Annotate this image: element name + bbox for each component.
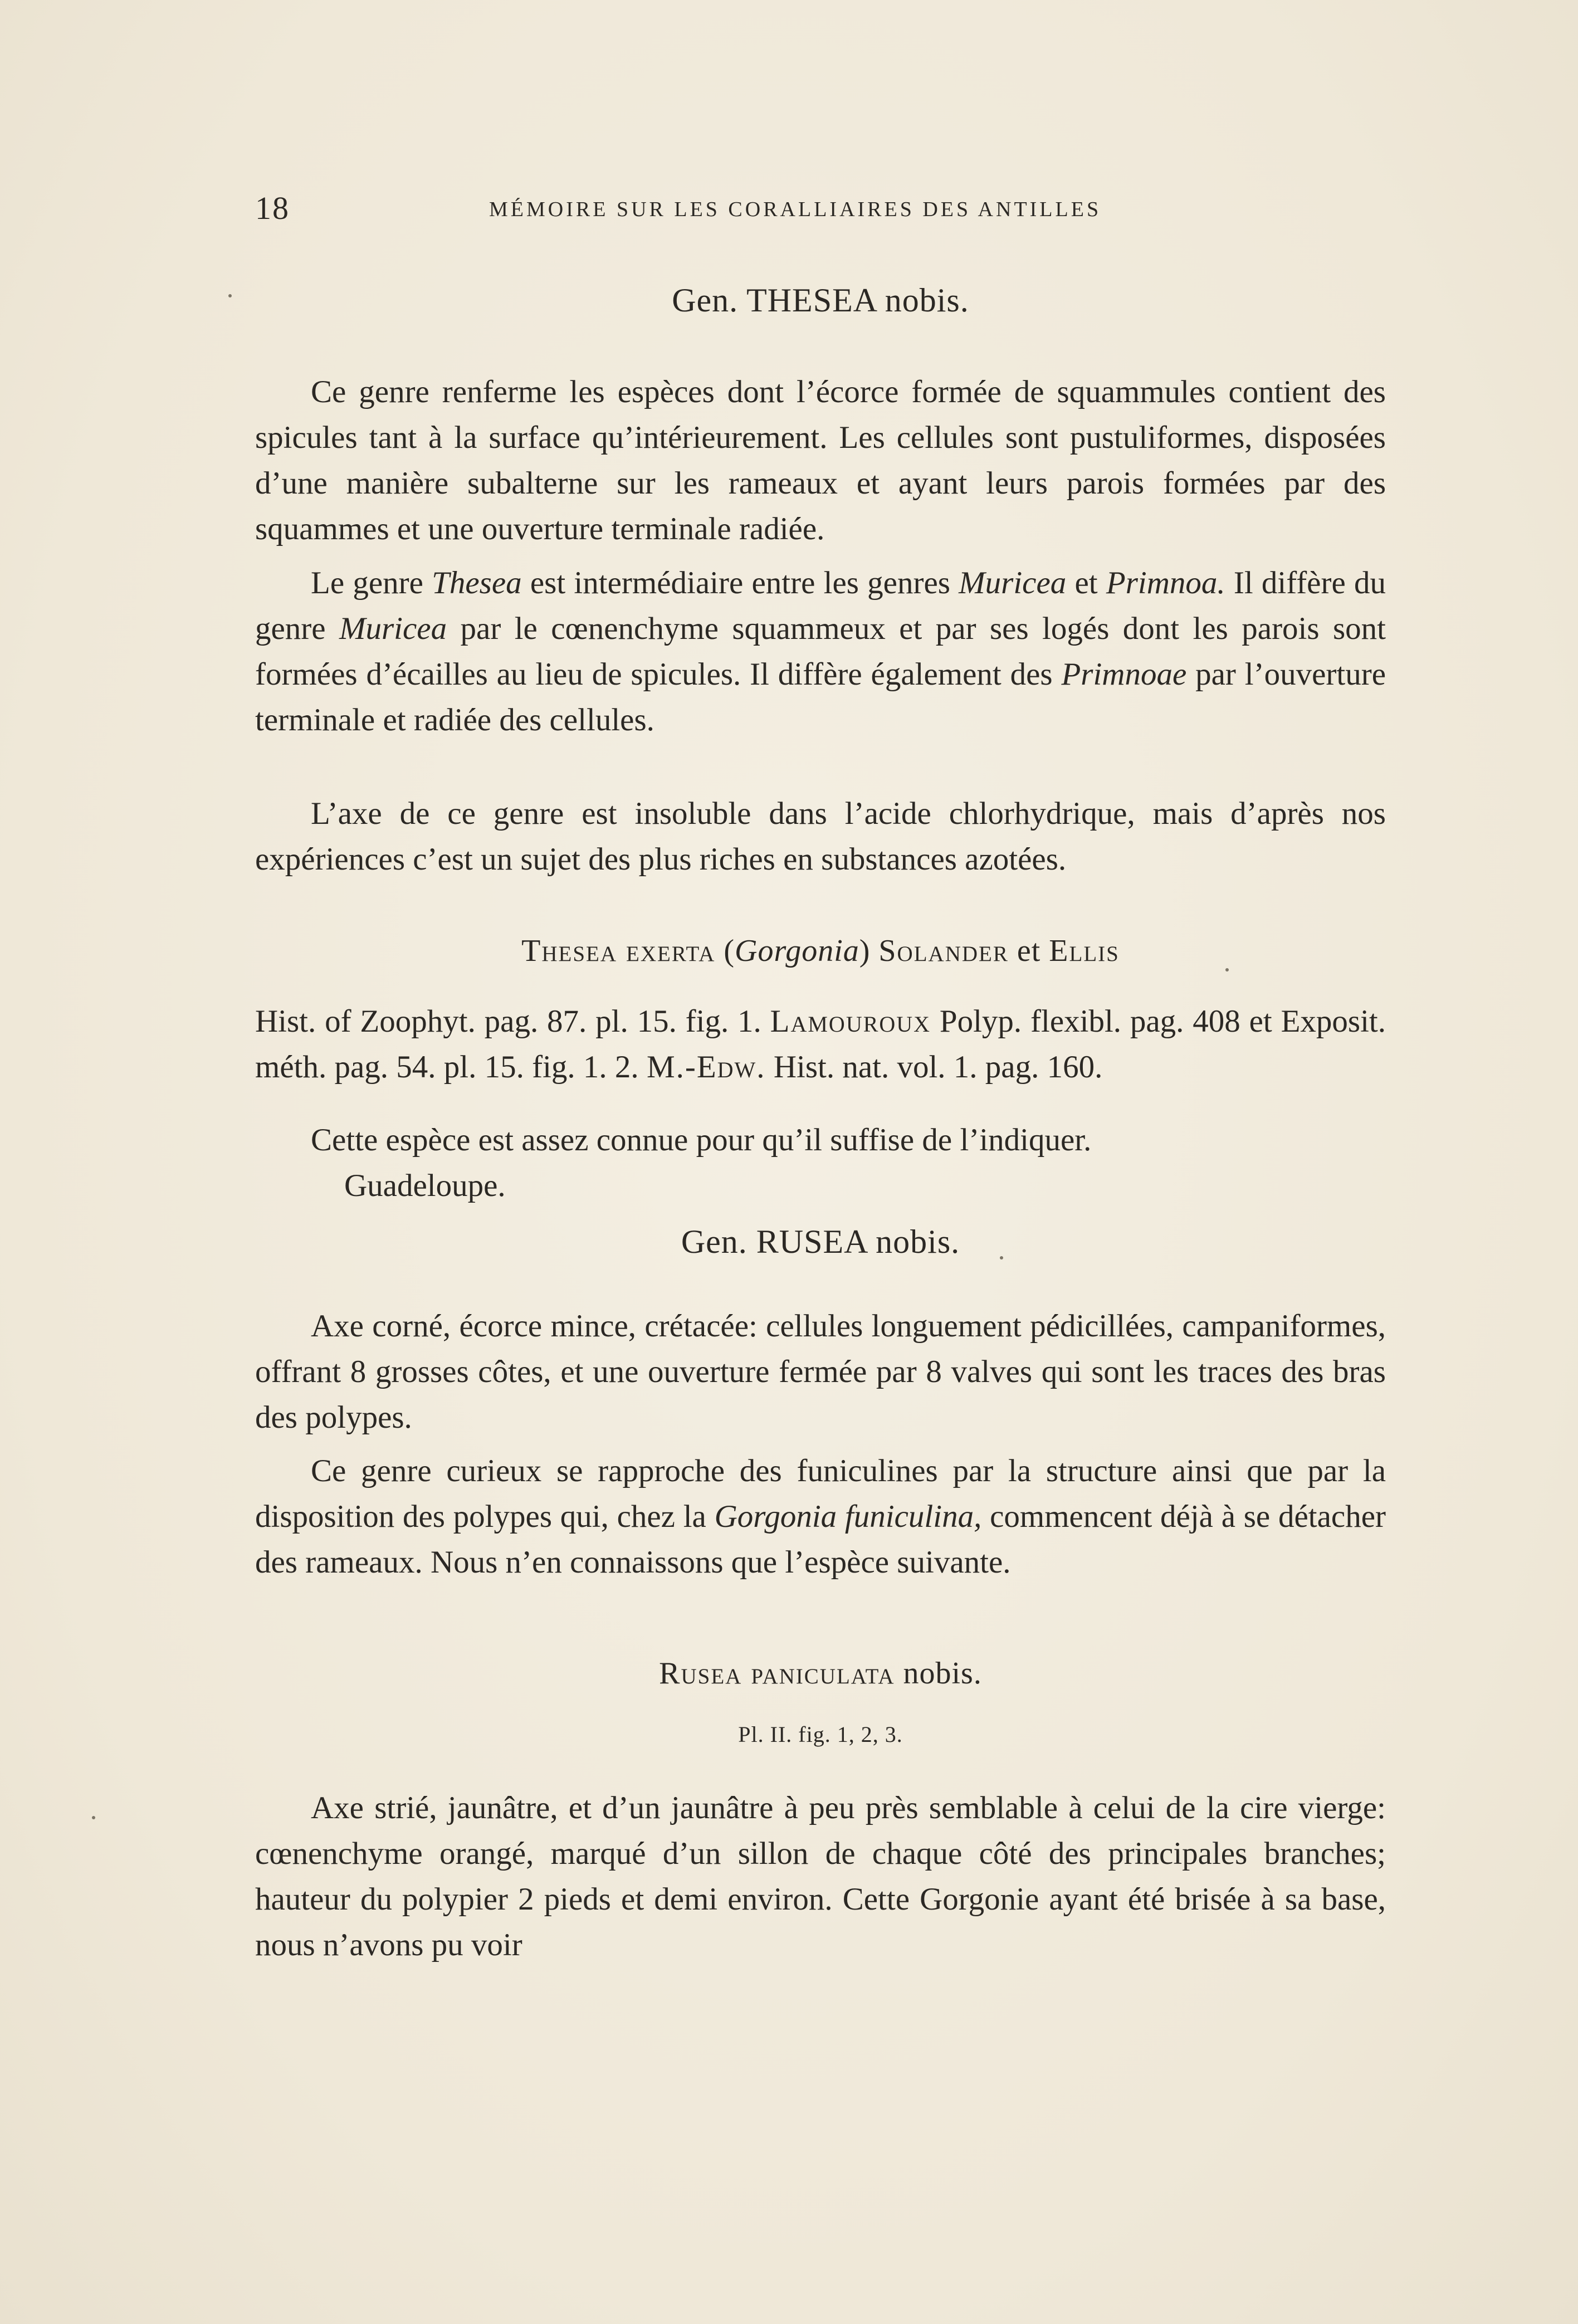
species-name: Thesea exerta: [521, 934, 716, 968]
text-run: Hist. nat. vol. 1. pag. 160.: [765, 1049, 1103, 1085]
genus-heading-thesea: Gen. THESEA nobis.: [672, 282, 969, 319]
text-run: Le genre: [311, 565, 432, 600]
taxon-primnoae: Primnoae: [1061, 657, 1187, 692]
taxon-thesea: Thesea: [432, 565, 522, 600]
species-heading-rusea-paniculata: [255, 1656, 1386, 1691]
plate-reference: Pl. II. fig. 1, 2, 3.: [738, 1722, 903, 1747]
page-number: 18: [255, 190, 290, 226]
paper-speck: [1000, 1256, 1003, 1259]
text-run: et: [1066, 565, 1106, 600]
paragraph-rusea-description: Axe corné, écorce mince, crétacée: cellules longuement pédicillées, campaniformes, offrant 8 grosses côtes, et une ouverture fermée par 8 valves qui sont les traces des bras des polypes.: [255, 1309, 1386, 1435]
text-run: par le cœnenchyme squammeux et par ses logés dont les parois sont formées d’écailles au lieu de spicules. Il diffère également des: [255, 611, 1386, 692]
taxon-primnoa: Primnoa.: [1106, 565, 1225, 600]
taxon-muricea: Muricea: [339, 611, 447, 646]
taxon-gorgonia-funiculina: Gorgonia funiculina,: [714, 1499, 982, 1534]
text-run: Ce genre curieux se rapproche des funiculines par la structure ainsi que par la disposition des polypes qui, chez la: [255, 1453, 1386, 1534]
author-name: Ellis: [1049, 934, 1120, 968]
paragraph-thesea-axis: L’axe de ce genre est insoluble dans l’acide chlorhydrique, mais d’après nos expériences c’est un sujet des plus riches en substances azotées.: [255, 796, 1386, 877]
author-name: M.-Edw.: [646, 1049, 766, 1085]
paragraph-rusea-comparison: [255, 1448, 1386, 1585]
text-run: ): [859, 934, 879, 968]
text-run: Polyp. flexibl. pag. 408 et Exposit. méth. pag. 54. pl. 15. fig. 1. 2.: [255, 1004, 1386, 1085]
bibliographic-reference: [255, 999, 1386, 1090]
text-run: commencent déjà à se détacher des rameaux. Nous n’en connaissons que l’espèce suivante.: [255, 1499, 1386, 1580]
text-run: et: [1008, 934, 1049, 968]
author-name: Solander: [878, 934, 1009, 968]
genus-synonym: Gorgonia: [735, 934, 859, 968]
text-run: est intermédiaire entre les genres: [521, 565, 959, 600]
text-run: nobis.: [895, 1656, 982, 1691]
author-name: Lamouroux: [770, 1004, 931, 1039]
text-run: par l’ouverture terminale et radiée des cellules.: [255, 657, 1386, 738]
paper-speck: [228, 294, 232, 297]
text-run: Il diffère du genre: [255, 565, 1386, 646]
taxon-muricea: Muricea: [959, 565, 1067, 600]
text-run: (: [715, 934, 735, 968]
running-head: [255, 189, 1386, 228]
paragraph-thesea-comparison: [255, 560, 1386, 743]
text-run: Hist. of Zoophyt. pag. 87. pl. 15. fig. 1.: [255, 1004, 770, 1039]
paragraph-thesea-description: Ce genre renferme les espèces dont l’écorce formée de squammules contient des spicules tant à la surface qu’intérieurement. Les cellules sont pustuliformes, disposées d’une manière subalterne sur les rameaux et ayant leurs parois formées par des squammes et une ouverture terminale radiée.: [255, 374, 1386, 546]
species-name: Rusea paniculata: [659, 1656, 895, 1691]
species-heading-thesea-exerta: [255, 933, 1386, 969]
running-title: MÉMOIRE SUR LES CORALLIAIRES DES ANTILLES: [489, 198, 1102, 221]
genus-heading-rusea: Gen. RUSEA nobis.: [681, 1223, 960, 1260]
species-locality: Guadeloupe.: [344, 1168, 506, 1203]
paragraph-rusea-paniculata: Axe strié, jaunâtre, et d’un jaunâtre à peu près semblable à celui de la cire vierge: cœnenchyme orangé, marqué d’un sillon de chaque côté des principales branches; hauteur du polypier 2 pieds et demi environ. Cette Gorgonie ayant été brisée à sa base, nous n’avons pu voir: [255, 1790, 1386, 1962]
species-note: Cette espèce est assez connue pour qu’il suffise de l’indiquer.: [311, 1122, 1092, 1158]
paper-speck: [92, 1816, 95, 1819]
paper-speck: [1225, 968, 1229, 971]
